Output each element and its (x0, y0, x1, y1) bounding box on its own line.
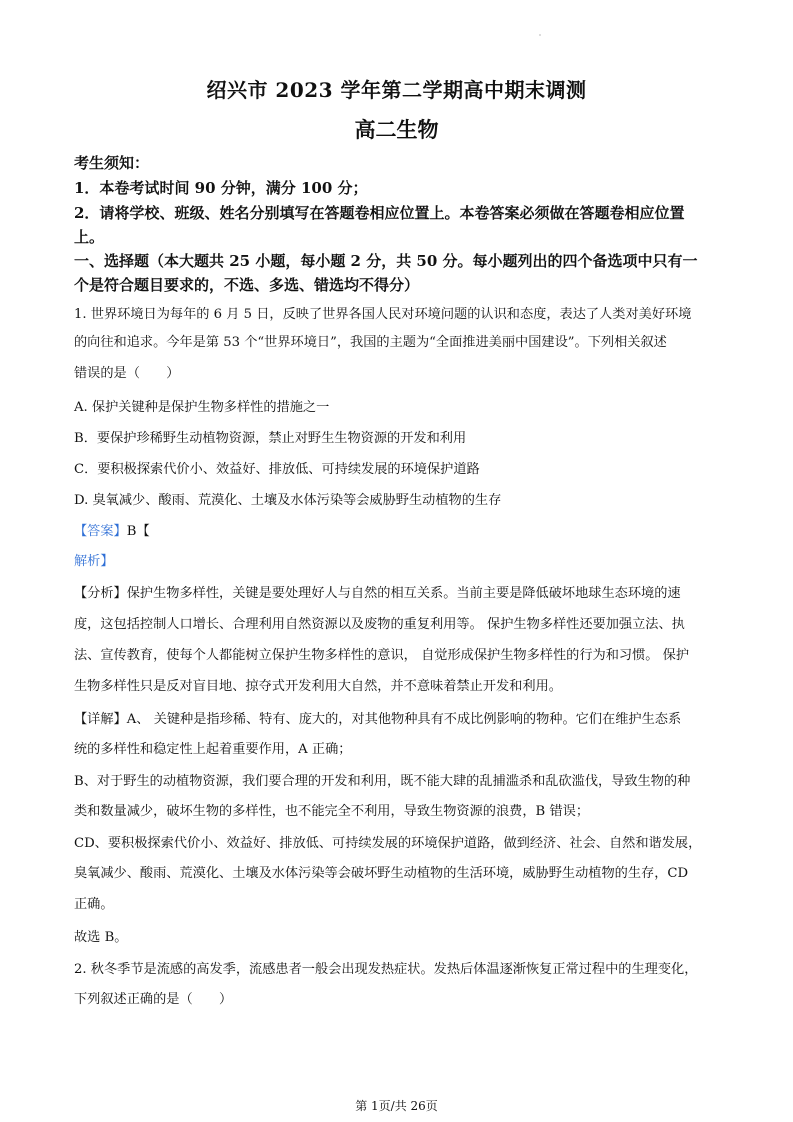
subject-title: 高二生物 (354, 117, 439, 142)
page-number: 第 1页/共 26页 (355, 1099, 438, 1113)
detail-line-1: 【详解】A、 关键种是指珍稀、特有、庞大的，对其他物种具有不成比例影响的物种。它们在维护生态系 (74, 712, 682, 727)
q1-stem-line-3: 错误的是（ ） (74, 366, 180, 381)
q1-stem-line-1: 1. 世界环境日为每年的 6 月 5 日，反映了世界各国人民对环境问题的认识和态度，表达了人类对美好环境 (74, 307, 692, 322)
q1-option-c: C．要积极探索代价小、效益好、排放低、可持续发展的环境保护道路 (74, 462, 480, 477)
section-heading-line-1: 一、选择题（本大题共 25 小题，每小题 2 分，共 50 分。每小题列出的四个备选项中只有一 (74, 252, 698, 270)
answer-tag: 【答案】 (74, 524, 127, 539)
detail-line-5: CD、要积极探索代价小、效益好、排放低、可持续发展的环境保护道路，做到经济、社会、自然和谐发展， (74, 836, 702, 851)
q2-stem-line-1: 2. 秋冬季节是流感的高发季，流感患者一般会出现发热症状。发热后体温逐渐恢复正常过程中的生理变化， (74, 962, 698, 977)
q1-option-b: B．要保护珍稀野生动植物资源，禁止对野生生物资源的开发和利用 (74, 431, 467, 446)
notice-item-2-line-2: 上。 (74, 228, 105, 246)
notice-item-1: 1．本卷考试时间 90 分钟，满分 100 分； (74, 179, 368, 197)
q1-stem-line-2: 的向往和追求。今年是第 53 个“世界环境日”，我国的主题为“全面推进美丽中国建设”。下列相关叙述 (74, 335, 667, 350)
detail-line-2: 统的多样性和稳定性上起着重要作用，A 正确； (74, 742, 352, 757)
q1-answer (74, 520, 734, 539)
analysis-line-4: 生物多样性只是反对盲目地、掠夺式开发利用大自然，并不意味着禁止开发和利用。 (74, 679, 562, 694)
speck-mark (539, 34, 541, 36)
analysis-line-1: 【分析】保护生物多样性，关键是要处理好人与自然的相互关系。当前主要是降低破坏地球生态环境的速 (74, 586, 681, 601)
detail-line-4: 类和数量减少，破坏生物的多样性，也不能完全不利用，导致生物资源的浪费，B 错误； (74, 804, 590, 819)
detail-label: 【详解】 (74, 712, 127, 727)
q1-option-a: A. 保护关键种是保护生物多样性的措施之一 (74, 400, 330, 415)
exam-title: 绍兴市 2023 学年第二学期高中期末调测 (206, 78, 587, 102)
detail-line-7: 正确。 (74, 897, 114, 912)
analysis-tag: 解析】 (74, 554, 114, 569)
analysis-line-2: 度，这包括控制人口增长、合理利用自然资源以及废物的重复利用等。 保护生物多样性还要加强立法、执 (74, 617, 685, 632)
q2-stem-line-2: 下列叙述正确的是（ ） (74, 992, 233, 1007)
analysis-label: 【分析】 (74, 586, 127, 601)
q1-conclusion: 故选 B。 (74, 930, 128, 945)
q1-option-d: D. 臭氧减少、酸雨、荒漠化、土壤及水体污染等会威胁野生动植物的生存 (74, 493, 502, 508)
notice-heading: 考生须知： (74, 154, 150, 172)
detail-line-6: 臭氧减少、酸雨、荒漠化、土壤及水体污染等会破坏野生动植物的生活环境，威胁野生动植物的生存，CD (74, 866, 689, 881)
answer-value: B【 (126, 524, 150, 539)
detail-line-3: B、对于野生的动植物资源，我们要合理的开发和利用，既不能大肆的乱捕滥杀和乱砍滥伐，导致生物的种 (74, 774, 691, 789)
analysis-line-3: 法、宣传教育，使每个人都能树立保护生物多样性的意识， 自觉形成保护生物多样性的行为和习惯。 保护 (74, 648, 690, 663)
notice-item-2-line-1: 2．请将学校、班级、姓名分别填写在答题卷相应位置上。本卷答案必须做在答题卷相应位置 (74, 204, 685, 222)
section-heading-line-2: 个是符合题目要求的，不选、多选、错选均不得分） (74, 276, 420, 294)
